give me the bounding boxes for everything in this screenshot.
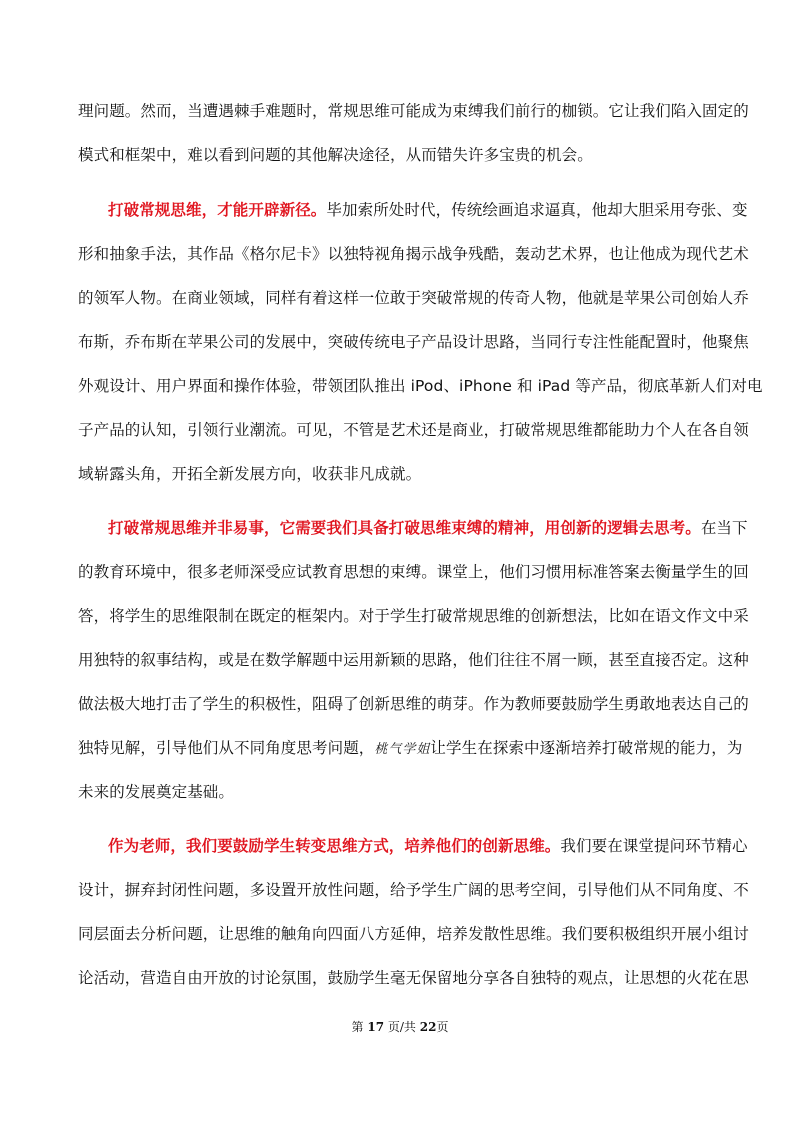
text-line: 同层面去分析问题，让思维的触角向四面八方延伸，培养发散性思维。我们要积极组织开展小组讨 bbox=[78, 925, 749, 943]
text-line-with-signature bbox=[78, 738, 742, 760]
total-pages: 22 bbox=[419, 1020, 437, 1034]
paragraph-text: 我们要在课堂提问环节精心 bbox=[560, 837, 748, 855]
text-line: 用独特的叙事结构，或是在数学解题中运用新颖的思路，他们往往不屑一顾，甚至直接否定。这种 bbox=[78, 651, 749, 669]
paragraph-heading: 打破常规思维并非易事，它需要我们具备打破思维束缚的精神，用创新的逻辑去思考。 bbox=[108, 519, 701, 537]
handwritten-signature: 桃气学姐 bbox=[374, 742, 431, 757]
paragraph-start bbox=[108, 518, 748, 538]
paragraph-text: 让学生在探索中逐渐培养打破常规的能力，为 bbox=[430, 739, 743, 757]
paragraph-text: 独特见解，引导他们从不同角度思考问题， bbox=[78, 739, 375, 757]
text-line: 未来的发展奠定基础。 bbox=[78, 783, 235, 801]
text-line: 设计，摒弃封闭性问题，多设置开放性问题，给予学生广阔的思考空间，引导他们从不同角度、不 bbox=[78, 881, 749, 899]
page-footer bbox=[0, 1018, 800, 1035]
paragraph-text: 在当下 bbox=[700, 519, 748, 537]
text-line: 域崭露头角，开拓全新发展方向，收获非凡成就。 bbox=[78, 465, 422, 483]
footer-prefix: 第 bbox=[351, 1020, 364, 1034]
text-line: 外观设计、用户界面和操作体验，带领团队推出 iPod、iPhone 和 iPad 等产品，彻底革新人们对电 bbox=[78, 377, 763, 395]
paragraph-start bbox=[108, 836, 748, 856]
text-line: 答，将学生的思维限制在既定的框架内。对于学生打破常规思维的创新想法，比如在语文作文中采 bbox=[78, 607, 749, 625]
paragraph-heading: 作为老师，我们要鼓励学生转变思维方式，培养他们的创新思维。 bbox=[108, 837, 561, 855]
text-line: 论活动，营造自由开放的讨论氛围，鼓励学生毫无保留地分享各自独特的观点，让思想的火花在思 bbox=[78, 969, 749, 987]
paragraph-text: 毕加索所处时代，传统绘画追求逼真，他却大胆采用夸张、变 bbox=[326, 201, 748, 219]
text-line: 模式和框架中，难以看到问题的其他解决途径，从而错失许多宝贵的机会。 bbox=[78, 146, 593, 164]
paragraph-heading: 打破常规思维，才能开辟新径。 bbox=[108, 201, 327, 219]
text-line: 形和抽象手法，其作品《格尔尼卡》以独特视角揭示战争残酷，轰动艺术界，也让他成为现代艺术 bbox=[78, 245, 749, 263]
text-line: 的领军人物。在商业领域，同样有着这样一位敢于突破常规的传奇人物，他就是苹果公司创始人乔 bbox=[78, 289, 749, 307]
footer-suffix: 页 bbox=[436, 1020, 449, 1034]
text-line: 子产品的认知，引领行业潮流。可见，不管是艺术还是商业，打破常规思维都能助力个人在各自领 bbox=[78, 421, 749, 439]
paragraph-start bbox=[108, 200, 748, 220]
footer-middle: 页/共 bbox=[387, 1020, 416, 1034]
text-line: 理问题。然而，当遭遇棘手难题时，常规思维可能成为束缚我们前行的枷锁。它让我们陷入固定的 bbox=[78, 102, 749, 120]
text-line: 做法极大地打击了学生的积极性，阻碍了创新思维的萌芽。作为教师要鼓励学生勇敢地表达自己的 bbox=[78, 695, 749, 713]
text-line: 布斯，乔布斯在苹果公司的发展中，突破传统电子产品设计思路，当同行专注性能配置时，他聚焦 bbox=[78, 333, 749, 351]
text-line: 的教育环境中，很多老师深受应试教育思想的束缚。课堂上，他们习惯用标准答案去衡量学生的回 bbox=[78, 563, 749, 581]
page-number: 17 bbox=[367, 1020, 385, 1034]
